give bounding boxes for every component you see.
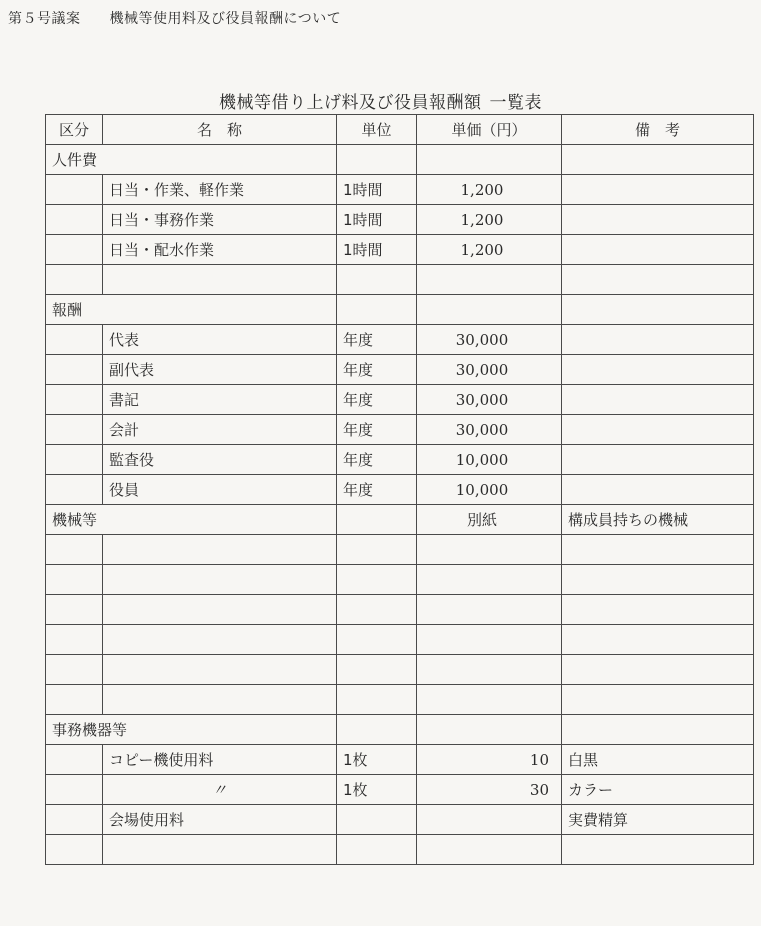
item-name (103, 595, 337, 625)
category-row (46, 715, 754, 745)
indent-cell (46, 805, 103, 835)
item-note (562, 595, 754, 625)
item-unit: 1枚 (337, 745, 417, 775)
item-name (103, 655, 337, 685)
table-row (46, 775, 754, 805)
indent-cell (46, 835, 103, 865)
item-price (417, 565, 562, 595)
item-price: 1,200 (417, 235, 562, 265)
item-price (417, 835, 562, 865)
indent-cell (46, 235, 103, 265)
item-unit (337, 595, 417, 625)
header-note: 備 考 (562, 115, 754, 145)
item-price (417, 595, 562, 625)
item-name: コピー機使用料 (103, 745, 337, 775)
fee-table (45, 114, 754, 865)
table-row (46, 565, 754, 595)
table-row (46, 355, 754, 385)
item-note (562, 535, 754, 565)
indent-cell (46, 775, 103, 805)
category-row (46, 505, 754, 535)
item-unit (337, 505, 417, 535)
item-price: 30,000 (417, 355, 562, 385)
table-row (46, 685, 754, 715)
item-unit (337, 805, 417, 835)
table-caption-suffix: 一覧表 (489, 93, 542, 113)
item-note (562, 415, 754, 445)
item-unit: 1時間 (337, 235, 417, 265)
item-price: 10,000 (417, 475, 562, 505)
table-row (46, 235, 754, 265)
item-unit (337, 565, 417, 595)
item-note (562, 835, 754, 865)
item-unit (337, 265, 417, 295)
item-unit: 年度 (337, 355, 417, 385)
item-name (103, 565, 337, 595)
item-name: 会計 (103, 415, 337, 445)
item-price: 30 (417, 775, 562, 805)
item-note (562, 715, 754, 745)
item-unit: 年度 (337, 445, 417, 475)
item-name: 日当・配水作業 (103, 235, 337, 265)
item-unit: 年度 (337, 415, 417, 445)
table-row (46, 385, 754, 415)
indent-cell (46, 535, 103, 565)
indent-cell (46, 445, 103, 475)
item-price: 30,000 (417, 325, 562, 355)
table-row (46, 445, 754, 475)
item-unit (337, 145, 417, 175)
item-note (562, 445, 754, 475)
table-row (46, 655, 754, 685)
item-price (417, 655, 562, 685)
category-label: 機械等 (46, 505, 337, 535)
indent-cell (46, 655, 103, 685)
table-caption-main: 機械等借り上げ料及び役員報酬額 (219, 93, 482, 113)
item-note (562, 295, 754, 325)
item-name (103, 265, 337, 295)
category-label: 報酬 (46, 295, 337, 325)
table-row (46, 745, 754, 775)
indent-cell (46, 385, 103, 415)
indent-cell (46, 685, 103, 715)
item-price: 別紙 (417, 505, 562, 535)
item-name: 副代表 (103, 355, 337, 385)
item-name: 監査役 (103, 445, 337, 475)
table-row (46, 415, 754, 445)
item-price: 1,200 (417, 205, 562, 235)
item-unit (337, 625, 417, 655)
item-name (103, 835, 337, 865)
item-name (103, 685, 337, 715)
item-note (562, 385, 754, 415)
table-header-row (46, 115, 754, 145)
indent-cell (46, 205, 103, 235)
item-name: 書記 (103, 385, 337, 415)
item-name (103, 625, 337, 655)
indent-cell (46, 595, 103, 625)
document-heading: 第５号議案 機械等使用料及び役員報酬について (8, 11, 342, 27)
item-unit (337, 535, 417, 565)
table-row (46, 805, 754, 835)
item-note (562, 235, 754, 265)
item-note (562, 265, 754, 295)
indent-cell (46, 745, 103, 775)
table-row (46, 475, 754, 505)
category-label: 事務機器等 (46, 715, 337, 745)
table-row (46, 205, 754, 235)
item-unit (337, 715, 417, 745)
item-unit: 年度 (337, 325, 417, 355)
indent-cell (46, 565, 103, 595)
category-row (46, 145, 754, 175)
indent-cell (46, 475, 103, 505)
item-price: 10 (417, 745, 562, 775)
item-note: 構成員持ちの機械 (562, 505, 754, 535)
table-row (46, 595, 754, 625)
item-price (417, 265, 562, 295)
item-price (417, 715, 562, 745)
item-name: 日当・作業、軽作業 (103, 175, 337, 205)
header-unit: 単位 (337, 115, 417, 145)
item-note: カラー (562, 775, 754, 805)
item-price (417, 145, 562, 175)
header-category: 区分 (46, 115, 103, 145)
table-caption (0, 88, 761, 113)
item-note (562, 565, 754, 595)
item-price (417, 535, 562, 565)
item-unit: 年度 (337, 385, 417, 415)
item-name: 代表 (103, 325, 337, 355)
item-unit: 1枚 (337, 775, 417, 805)
item-note: 白黒 (562, 745, 754, 775)
item-note: 実費精算 (562, 805, 754, 835)
item-price (417, 805, 562, 835)
item-price: 30,000 (417, 385, 562, 415)
item-price: 30,000 (417, 415, 562, 445)
item-unit (337, 655, 417, 685)
item-note (562, 685, 754, 715)
item-note (562, 175, 754, 205)
item-unit (337, 685, 417, 715)
table-body (46, 145, 754, 865)
indent-cell (46, 265, 103, 295)
indent-cell (46, 415, 103, 445)
header-name: 名 称 (103, 115, 337, 145)
item-name: 会場使用料 (103, 805, 337, 835)
item-price (417, 625, 562, 655)
item-unit: 年度 (337, 475, 417, 505)
item-unit (337, 835, 417, 865)
table-row (46, 175, 754, 205)
item-name: 〃 (103, 775, 337, 805)
item-name: 役員 (103, 475, 337, 505)
table-row (46, 835, 754, 865)
item-name (103, 535, 337, 565)
item-unit: 1時間 (337, 175, 417, 205)
indent-cell (46, 175, 103, 205)
indent-cell (46, 355, 103, 385)
item-price (417, 295, 562, 325)
item-note (562, 355, 754, 385)
item-note (562, 145, 754, 175)
item-price: 10,000 (417, 445, 562, 475)
category-row (46, 295, 754, 325)
table-row (46, 625, 754, 655)
item-note (562, 625, 754, 655)
item-note (562, 655, 754, 685)
item-unit (337, 295, 417, 325)
item-price: 1,200 (417, 175, 562, 205)
table-row (46, 535, 754, 565)
item-note (562, 475, 754, 505)
header-price: 単価（円） (417, 115, 562, 145)
table-row (46, 325, 754, 355)
item-price (417, 685, 562, 715)
item-note (562, 325, 754, 355)
indent-cell (46, 625, 103, 655)
category-label: 人件費 (46, 145, 337, 175)
item-unit: 1時間 (337, 205, 417, 235)
table-row (46, 265, 754, 295)
indent-cell (46, 325, 103, 355)
item-note (562, 205, 754, 235)
item-name: 日当・事務作業 (103, 205, 337, 235)
